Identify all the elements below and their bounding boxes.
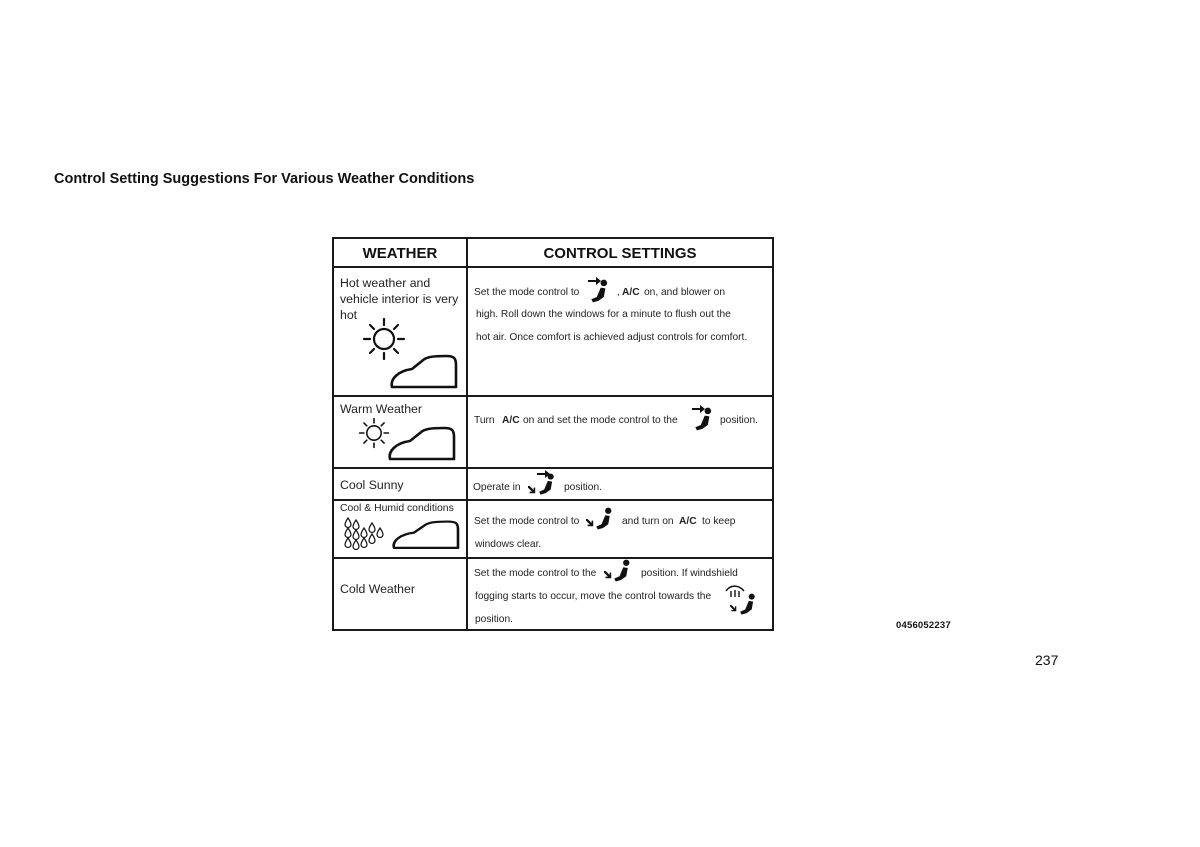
weather-hot: Hot weather and vehicle interior is very hot — [340, 276, 459, 322]
weather-warm: Warm Weather — [340, 402, 422, 416]
floor-mode-icon — [586, 505, 620, 539]
control-settings-table — [332, 237, 774, 631]
row2-control-text-part2: on and set the mode control to the — [523, 415, 678, 426]
panel-mode-icon — [691, 403, 719, 439]
row5-control-text-part2: position. If windshield — [641, 568, 738, 579]
floor-defrost-mode-icon — [724, 583, 764, 623]
row1-comma: , — [617, 287, 620, 298]
vehicle-icon — [382, 425, 462, 465]
vehicle-icon — [386, 519, 466, 555]
panel-mode-icon — [587, 275, 615, 311]
figure-code: 0456052237 — [896, 620, 951, 631]
page-number: 237 — [1035, 652, 1059, 668]
row1-control-text-line3: hot air. Once comfort is achieved adjust controls for comfort. — [476, 332, 748, 343]
row1-control-text-part1: Set the mode control to — [474, 287, 580, 298]
section-heading: Control Setting Suggestions For Various Weather Conditions — [54, 171, 475, 187]
row2-control-text-part3: position. — [720, 415, 758, 426]
row3-control-text-part2: position. — [564, 482, 602, 493]
row5-control-text-line2: fogging starts to occur, move the control towards the — [475, 591, 712, 602]
bilevel-mode-icon — [528, 469, 564, 503]
weather-cold: Cold Weather — [340, 582, 415, 596]
row2-control-text-part1: Turn — [474, 415, 495, 426]
weather-cool-humid: Cool & Humid conditions — [340, 503, 454, 514]
vehicle-icon — [384, 353, 464, 393]
row4-control-text-part3: to keep — [702, 516, 736, 527]
row1-control-text-line2: high. Roll down the windows for a minute to flush out the — [476, 309, 731, 320]
row1-control-text-part2: on, and blower on — [644, 287, 725, 298]
row4-control-text-part1: Set the mode control to — [474, 516, 580, 527]
ac-label: A/C — [502, 415, 520, 426]
raindrops-icon — [344, 517, 388, 553]
ac-label: A/C — [622, 287, 640, 298]
row4-control-text-line2: windows clear. — [475, 539, 542, 550]
floor-mode-icon — [604, 557, 638, 591]
row-divider — [334, 395, 772, 397]
row5-control-text-part1: Set the mode control to the — [474, 568, 597, 579]
row-divider — [334, 557, 772, 559]
row3-control-text-part1: Operate in — [473, 482, 521, 493]
weather-cool-sunny: Cool Sunny — [340, 478, 404, 492]
row4-control-text-part2: and turn on — [622, 516, 674, 527]
control-settings-column-header: CONTROL SETTINGS — [543, 245, 697, 262]
ac-label: A/C — [679, 516, 697, 527]
row5-control-text-line3: position. — [475, 614, 513, 625]
weather-column-header: WEATHER — [362, 245, 438, 262]
column-divider — [466, 239, 468, 629]
